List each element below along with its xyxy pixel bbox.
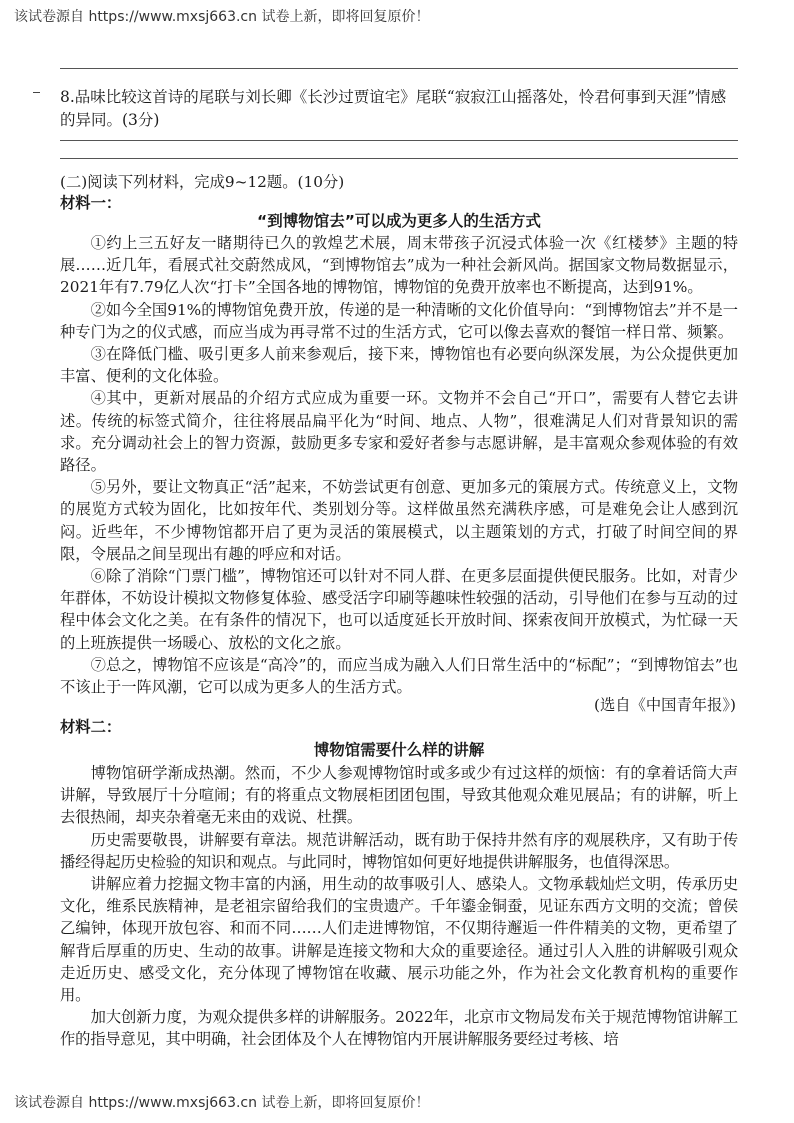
answer-line <box>60 158 738 159</box>
section-heading: (二)阅读下列材料，完成9~12题。(10分) <box>60 173 345 191</box>
paragraph: 历史需要敬畏，讲解要有章法。规范讲解活动，既有助于保持井然有序的观展秩序，又有助于传播经得起历史检验的知识和观点。与此同时，博物馆如何更好地提供讲解服务，也值得深思。 <box>60 830 738 871</box>
paragraph: ③在降低门槛、吸引更多人前来参观后，接下来，博物馆也有必要向纵深发展，为公众提供更加丰富、便利的文化体验。 <box>60 345 738 386</box>
watermark-top: 该试卷源自 https://www.mxsj663.cn 试卷上新，即将回复原价！ <box>14 9 430 25</box>
material2-body <box>60 762 738 1051</box>
paragraph: ⑤另外，要让文物真正“活”起来，不妨尝试更有创意、更加多元的策展方式。传统意义上，文物的展览方式较为固化，比如按年代、类别划分等。这样做虽然充满秩序感，可是难免会让人感到沉闷。近些年，不少博物馆都开启了更为灵活的策展模式，以主题策划的方式，打破了时间空间的界限，令展品之间呈现出有趣的呼应和对话。 <box>60 478 738 563</box>
paragraph: ⑥除了消除“门票门槛”，博物馆还可以针对不同人群、在更多层面提供便民服务。比如，对青少年群体，不妨设计模拟文物修复体验、感受活字印刷等趣味性较强的活动，引导他们在参与互动的过程中体会文化之美。在有条件的情况下，也可以适度延长开放时间、探索夜间开放模式，为忙碌一天的上班族提供一场暖心、放松的文化之旅。 <box>60 567 738 652</box>
material1-body <box>60 232 738 698</box>
paragraph: 讲解应着力挖掘文物丰富的内涵，用生动的故事吸引人、感染人。文物承载灿烂文明，传承历史文化，维系民族精神，是老祖宗留给我们的宝贵遗产。千年鎏金铜蚕，见证东西方文明的交流；曾侯乙编钟，体现开放包容、和而不同……人们走进博物馆，不仅期待邂逅一件件精美的文物，更希望了解背后厚重的历史、生动的故事。讲解是连接文物和大众的重要途径。通过引人入胜的讲解吸引观众走近历史、感受文化，充分体现了博物馆在收藏、展示功能之外，作为社会文化教育机构的重要作用。 <box>60 875 738 1005</box>
material1-source: (选自《中国青年报》) <box>594 696 736 714</box>
paragraph: 博物馆研学渐成热潮。然而，不少人参观博物馆时或多或少有过这样的烦恼：有的拿着话筒大声讲解，导致展厅十分喧闹；有的将重点文物展柜团团包围，导致其他观众难见展品；有的讲解，听上去很热闹，却夹杂着毫无来由的戏说、杜撰。 <box>60 764 738 827</box>
material2-label: 材料二： <box>60 718 122 736</box>
margin-mark <box>33 92 40 93</box>
question-8: 8.品味比较这首诗的尾联与刘长卿《长沙过贾谊宅》尾联“寂寂江山摇落处，怜君何事到天涯”情感的异同。(3分) <box>60 88 727 129</box>
material2-title: 博物馆需要什么样的讲解 <box>313 741 485 759</box>
paragraph: ⑦总之，博物馆不应该是“高冷”的，而应当成为融入人们日常生活中的“标配”；“到博物馆去”也不该止于一阵风潮，它可以成为更多人的生活方式。 <box>60 655 738 697</box>
paragraph: 加大创新力度，为观众提供多样的讲解服务。2022年，北京市文物局发布关于规范博物馆讲解工作的指导意见，其中明确，社会团体及个人在博物馆内开展讲解服务要经过考核、培 <box>60 1008 738 1049</box>
watermark-bottom: 该试卷源自 https://www.mxsj663.cn 试卷上新，即将回复原价！ <box>14 1095 430 1111</box>
paragraph: ②如今全国91%的博物馆免费开放，传递的是一种清晰的文化价值导向：“到博物馆去”并不是一种专门为之的仪式感，而应当成为再寻常不过的生活方式，它可以像去喜欢的餐馆一样日常、频繁。 <box>60 300 738 341</box>
answer-line <box>60 140 738 141</box>
material1-label: 材料一： <box>60 194 122 212</box>
material1-title: “到博物馆去”可以成为更多人的生活方式 <box>257 212 541 230</box>
answer-line <box>60 68 738 69</box>
paragraph: ④其中，更新对展品的介绍方式应成为重要一环。文物并不会自己“开口”，需要有人替它去讲述。传统的标签式简介，往往将展品扁平化为“时间、地点、人物”，很难满足人们对背景知识的需求。充分调动社会上的智力资源，鼓励更多专家和爱好者参与志愿讲解，是丰富观众参观体验的有效路径。 <box>60 389 738 475</box>
paragraph: ①约上三五好友一睹期待已久的敦煌艺术展，周末带孩子沉浸式体验一次《红楼梦》主题的特展……近几年，看展式社交蔚然成风，“到博物馆去”成为一种社会新风尚。据国家文物局数据显示，2021年有7.79亿人次“打卡”全国各地的博物馆，博物馆的免费开放率也不断提高，达到91%。 <box>60 234 738 297</box>
